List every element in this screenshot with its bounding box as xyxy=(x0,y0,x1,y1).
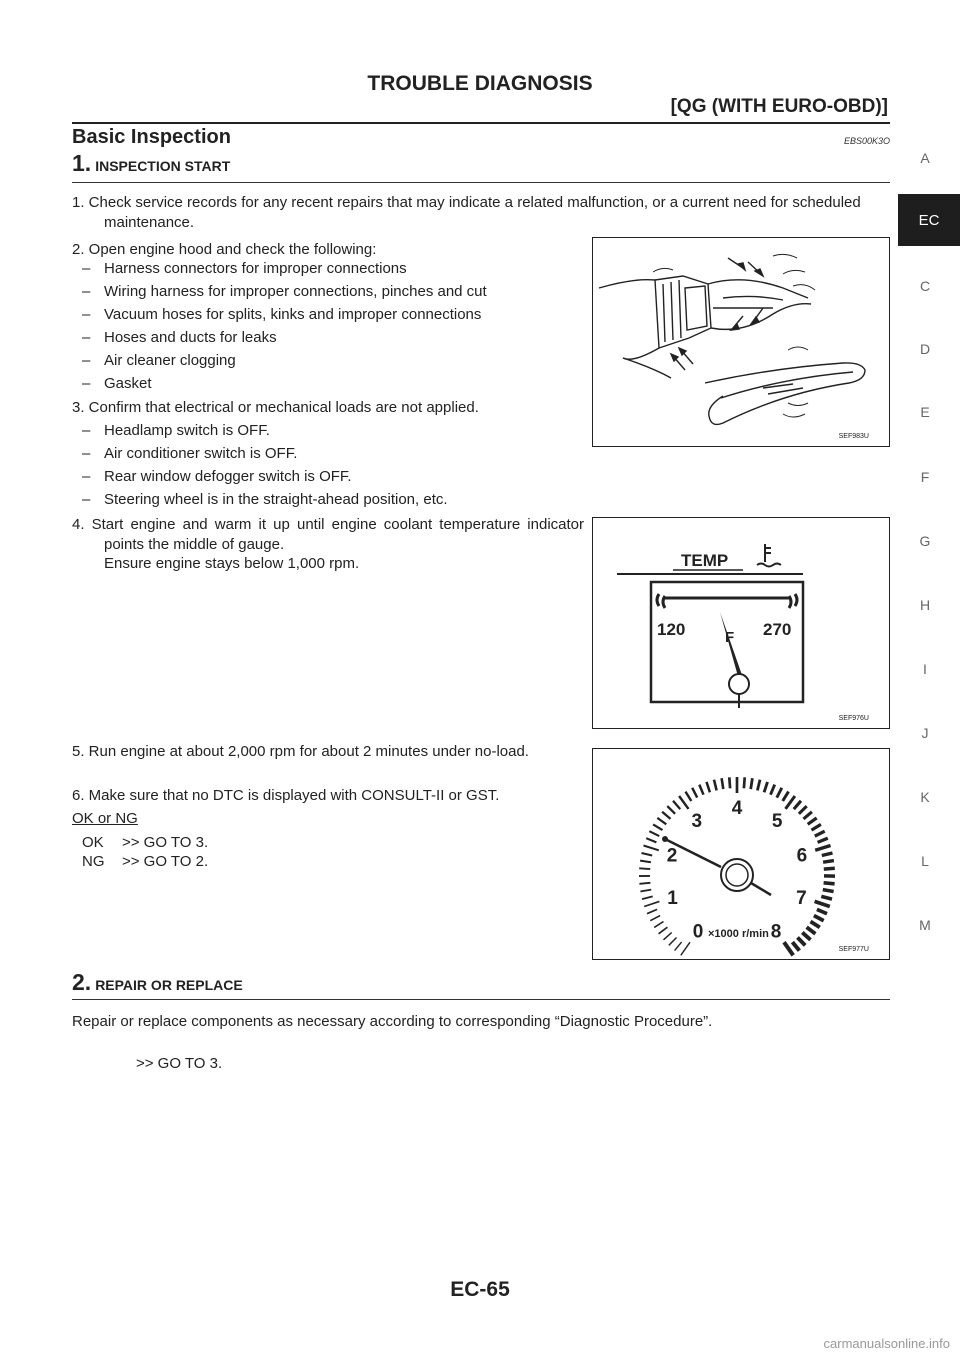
section-title: Basic Inspection xyxy=(72,126,231,148)
figure-caption: SEF977U xyxy=(838,946,869,953)
tach-tick xyxy=(653,824,662,830)
tach-tick xyxy=(659,927,668,934)
tach-tick xyxy=(786,796,795,809)
step-1-item-1: 1. Check service records for any recent repairs that may indicate a related malfunction, or a current need for scheduled maintenance. xyxy=(72,194,861,231)
tach-tick xyxy=(681,942,690,955)
tach-tick xyxy=(686,792,692,801)
figure-harness-hose xyxy=(592,237,890,447)
tach-tick xyxy=(639,883,650,884)
tach-tick xyxy=(799,806,807,814)
gauge-high-label: 270 xyxy=(763,620,792,639)
tach-tick xyxy=(640,861,651,863)
tach-tick xyxy=(818,838,828,842)
tach-tick xyxy=(657,818,666,824)
tach-tick xyxy=(812,824,821,830)
tach-tick xyxy=(814,916,824,921)
tach-tick xyxy=(673,801,680,809)
tach-tick xyxy=(669,938,677,946)
tach-tick xyxy=(822,853,833,856)
step-2-heading xyxy=(72,969,243,996)
tach-tick xyxy=(821,896,832,899)
gauge-low-label: 120 xyxy=(657,620,686,639)
tach-tick xyxy=(792,942,799,951)
ok-or-ng-label: OK or NG xyxy=(72,810,138,827)
tach-tick xyxy=(764,782,767,792)
tach-number: 5 xyxy=(771,811,783,833)
tach-number: 4 xyxy=(731,798,743,819)
tach-number: 2 xyxy=(666,845,678,867)
tach-tick xyxy=(650,916,660,921)
checklist-item: – Gasket xyxy=(82,375,152,392)
harness-hose-illustration xyxy=(593,238,889,446)
tach-tick xyxy=(824,883,835,884)
step-1-heading xyxy=(72,150,230,177)
step-1-number: 1. xyxy=(72,150,92,176)
step-1-item-6: 6. Make sure that no DTC is displayed with CONSULT-II or GST. xyxy=(72,787,500,804)
tach-number: 8 xyxy=(770,921,782,943)
gauge-temp-label: TEMP xyxy=(681,551,729,570)
side-index-a[interactable]: A xyxy=(920,150,930,166)
checklist-item: – Vacuum hoses for splits, kinks and improper connections xyxy=(82,306,482,323)
checklist-item: – Air cleaner clogging xyxy=(82,352,236,369)
gauge-f-label: F xyxy=(725,629,735,646)
tach-tick xyxy=(771,785,775,795)
checklist-item: – Headlamp switch is OFF. xyxy=(82,422,270,439)
step-2-title: REPAIR OR REPLACE xyxy=(95,977,243,993)
tach-tick xyxy=(798,938,806,946)
tach-tick xyxy=(751,778,753,789)
checklist-item: – Rear window defogger switch is OFF. xyxy=(82,468,352,485)
tach-tick xyxy=(804,812,812,819)
tach-tick xyxy=(777,788,782,798)
checklist-item: – Steering wheel is in the straight-ahead position, etc. xyxy=(82,491,448,508)
tach-number: 7 xyxy=(796,887,807,909)
checklist-2 xyxy=(82,421,582,513)
side-index-e[interactable]: E xyxy=(920,404,930,420)
tach-tick xyxy=(642,853,653,856)
tach-number: 1 xyxy=(667,887,678,909)
side-index-j[interactable]: J xyxy=(921,725,929,741)
tach-tick xyxy=(744,777,745,788)
tach-tick xyxy=(811,922,820,928)
tach-tick xyxy=(783,792,789,801)
tach-tick xyxy=(824,868,835,869)
step-1-item-5: 5. Run engine at about 2,000 rpm for about 2 minutes under no-load. xyxy=(72,743,529,760)
side-index-k[interactable]: K xyxy=(920,789,930,805)
checklist-item: – Air conditioner switch is OFF. xyxy=(82,445,298,462)
tach-tick xyxy=(757,780,760,791)
tachometer-illustration xyxy=(593,749,889,959)
tach-tick xyxy=(722,778,724,789)
side-index-m[interactable]: M xyxy=(919,917,931,933)
tach-tick xyxy=(807,927,816,934)
side-index-c[interactable]: C xyxy=(919,278,931,294)
step-1-item-3: 3. Confirm that electrical or mechanical loads are not applied. xyxy=(72,399,479,416)
section-code: EBS00K3O xyxy=(843,136,890,146)
side-index-h[interactable]: H xyxy=(919,597,931,613)
temp-gauge-illustration xyxy=(593,518,889,728)
tach-tick xyxy=(654,922,663,928)
result-ok: OK >> GO TO 3. xyxy=(82,834,209,851)
step-1-title: INSPECTION START xyxy=(95,158,231,174)
checklist-item: – Harness connectors for improper connections xyxy=(82,260,407,277)
tach-tick xyxy=(794,801,801,809)
step-1-item-4: 4. Start engine and warm it up until engine coolant temperature indicator points the middle of gauge. xyxy=(72,516,584,553)
tach-tick xyxy=(639,868,650,869)
tach-tick xyxy=(662,812,670,819)
tach-tick xyxy=(647,909,657,913)
tach-tick xyxy=(707,782,710,792)
tach-number: 3 xyxy=(691,811,703,833)
checklist-item: – Hoses and ducts for leaks xyxy=(82,329,277,346)
tach-tick xyxy=(815,901,830,906)
tach-tick xyxy=(646,838,656,842)
step-2-number: 2. xyxy=(72,969,92,995)
tach-tick xyxy=(664,933,672,940)
tach-tick xyxy=(817,909,827,913)
step-1-item-4-note: Ensure engine stays below 1,000 rpm. xyxy=(104,555,360,572)
tach-tick xyxy=(644,846,659,851)
tach-number: 6 xyxy=(796,845,808,867)
step-2-text: Repair or replace components as necessary according to corresponding “Diagnostic Procedure”. xyxy=(72,1013,713,1030)
side-index-l[interactable]: L xyxy=(921,853,929,869)
checklist-item: – Wiring harness for improper connections, pinches and cut xyxy=(82,283,487,300)
tach-tick xyxy=(815,846,830,851)
header-divider xyxy=(72,122,890,124)
tach-tick xyxy=(675,942,682,951)
tach-number: 0 xyxy=(692,921,704,943)
step-2-divider xyxy=(72,999,890,1000)
step-2-result: >> GO TO 3. xyxy=(136,1055,223,1072)
tach-tick xyxy=(649,831,659,836)
step-1-item-2: 2. Open engine hood and check the following: xyxy=(72,241,377,258)
tach-tick xyxy=(699,785,703,795)
tach-unit-label: ×1000 r/min xyxy=(708,928,769,940)
side-index-g[interactable]: G xyxy=(919,533,931,549)
tach-tick xyxy=(729,777,730,788)
checklist-1 xyxy=(82,259,582,397)
page-header-title: TROUBLE DIAGNOSIS xyxy=(367,72,593,95)
tach-tick xyxy=(808,818,817,824)
tach-tick xyxy=(802,933,810,940)
figure-caption: SEF976U xyxy=(838,715,869,722)
result-ng: NG >> GO TO 2. xyxy=(82,853,209,870)
side-index-ec-active[interactable]: EC xyxy=(898,194,960,246)
side-index-f[interactable]: F xyxy=(920,469,930,485)
figure-temp-gauge xyxy=(592,517,890,729)
tach-tick xyxy=(823,890,834,892)
tach-tick xyxy=(714,780,717,791)
page-number: EC-65 xyxy=(450,1278,510,1301)
figure-tachometer xyxy=(592,748,890,960)
tach-tick xyxy=(823,861,834,863)
side-index-d[interactable]: D xyxy=(919,341,931,357)
figure-caption: SEF983U xyxy=(838,433,869,440)
tach-tick xyxy=(642,896,653,899)
tach-tick xyxy=(640,890,651,892)
tach-tick xyxy=(644,901,659,906)
tach-tick xyxy=(692,788,697,798)
tach-tick xyxy=(667,806,675,814)
page-header-subtitle: [QG (WITH EURO-OBD)] xyxy=(670,96,888,117)
side-index-i[interactable]: I xyxy=(923,661,927,677)
tach-tick xyxy=(679,796,688,809)
step-1-divider xyxy=(72,182,890,183)
coolant-temp-icon xyxy=(757,544,781,567)
tach-tick xyxy=(815,831,825,836)
watermark: carmanualsonline.info xyxy=(823,1336,950,1351)
